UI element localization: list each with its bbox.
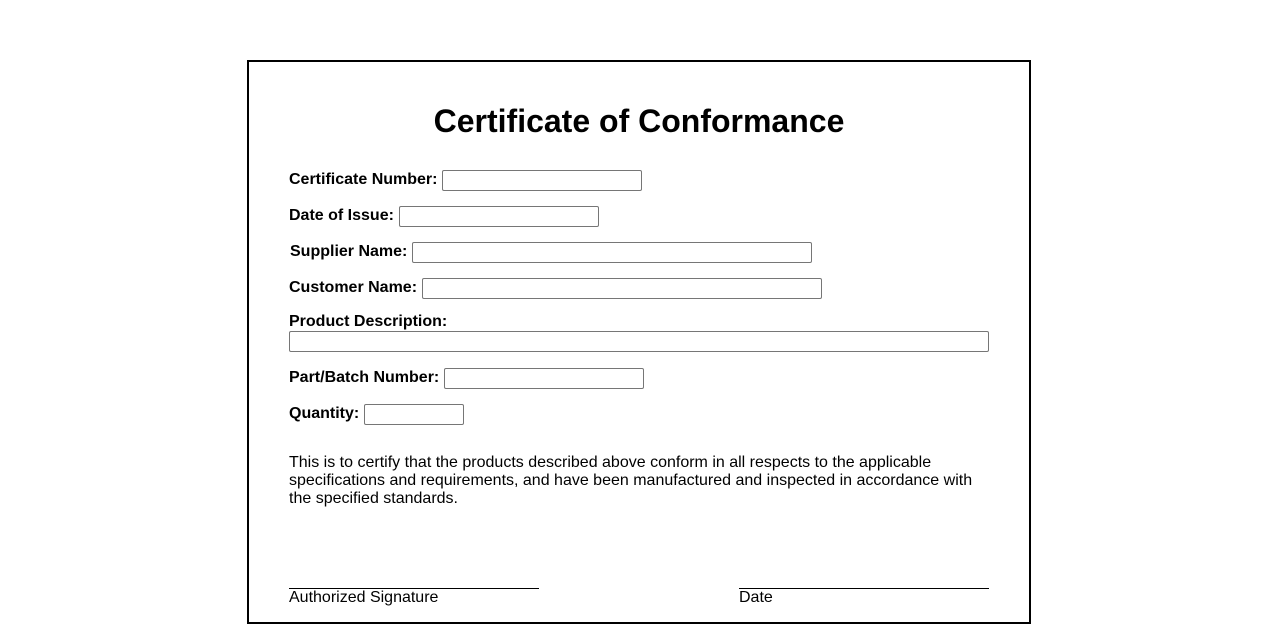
quantity-input[interactable] [364,404,464,425]
date-of-issue-row [289,205,599,227]
date-of-issue-label: Date of Issue: [289,207,394,224]
authorized-signature-label: Authorized Signature [289,589,439,606]
customer-name-row [289,277,822,299]
customer-name-input[interactable] [422,278,822,299]
certificate-number-label: Certificate Number: [289,171,438,188]
quantity-label: Quantity: [289,405,360,422]
product-description-label: Product Description: [289,313,448,330]
customer-name-label: Customer Name: [289,279,418,296]
part-batch-number-label: Part/Batch Number: [289,369,440,386]
part-batch-number-row [289,367,644,389]
supplier-name-row [290,241,812,263]
date-of-issue-input[interactable] [399,206,599,227]
date-signature-label: Date [739,589,773,606]
product-description-input[interactable] [289,331,989,352]
authorized-signature-line [289,588,539,607]
certificate-number-input[interactable] [442,170,642,191]
supplier-name-label: Supplier Name: [290,243,408,260]
quantity-row [289,403,464,425]
supplier-name-input[interactable] [412,242,812,263]
part-batch-number-input[interactable] [444,368,644,389]
page-title: Certificate of Conformance [433,103,845,139]
certificate-page [247,60,1031,624]
certificate-number-row [289,169,642,191]
conformance-statement: This is to certify that the products described above conform in all respects to the applicable specifications and requirements, and have been manufactured and inspected in accordance with the specified standards. [289,454,973,507]
date-signature-line [739,588,989,607]
